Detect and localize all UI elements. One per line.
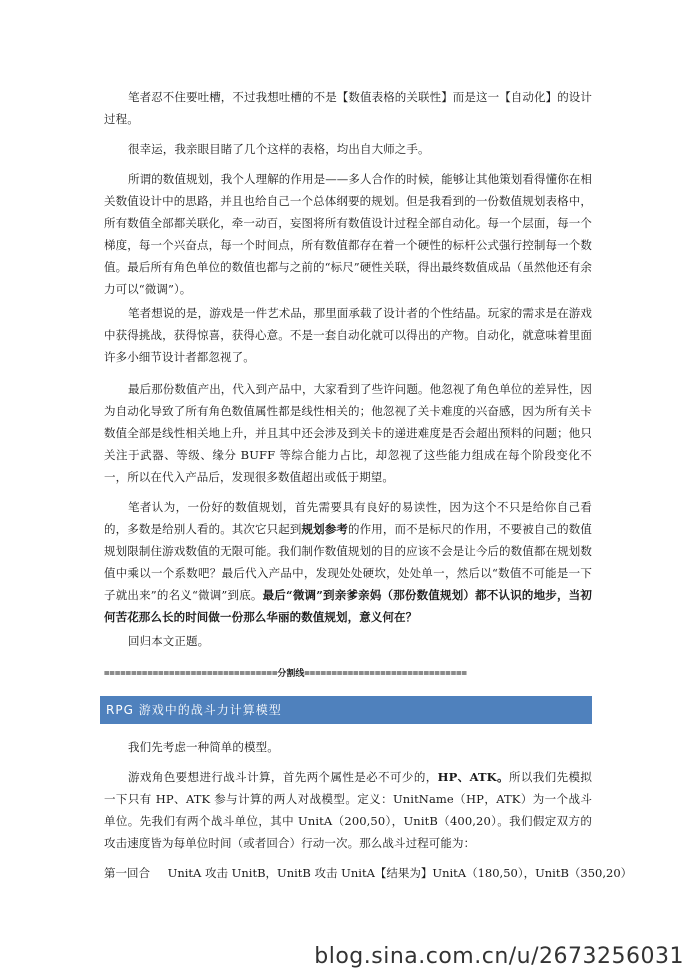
good-planning-text-b: 的作用，而不是标尺的作用，不要被自己的数值规划限制住游戏数值的无限可能。我们制作数值规划的目的应该不会是让今后的数值都在规划数值中乘以一个系数吧？最后代入产品中，发现处处硬坎，处处单一，然后以“数值不可能是一下子就出来”的名义“微调”到底。 <box>104 522 592 602</box>
round-one-text: UnitA 攻击 UnitB，UnitB 攻击 UnitA【结果为】UnitA（180,50），UnitB（350,20） <box>167 866 633 880</box>
section-title-banner: RPG 游戏中的战斗力计算模型 <box>100 696 592 724</box>
paragraph-lucky: 很幸运，我亲眼目睹了几个这样的表格，均出自大师之手。 <box>128 142 430 156</box>
section-divider: ================================分割线============================== <box>104 669 467 679</box>
good-planning-text-a: 笔者认为，一份好的数值规划，首先需要具有良好的易读性，因为这个不只是给你自己看的，多数是给别人看的。其次它只起到 <box>104 500 592 536</box>
paragraph-battle-model <box>104 766 592 854</box>
paragraph-rant-intro: 笔者忍不住要吐槽，不过我想吐槽的不是【数值表格的关联性】而是这一【自动化】的设计过程。 <box>104 90 592 126</box>
round-one-line <box>104 862 633 884</box>
paragraph-numeric-planning: 所谓的数值规划，我个人理解的作用是——多人合作的时候，能够让其他策划看得懂你在相关数值设计中的思路，并且也给自己一个总体纲要的规划。但是我看到的一份数值规划表格中，所有数值全部都关联化，牵一动百，妄图将所有数值设计过程全部自动化。每一个层面，每一个梯度，每一个兴奋点，每一个时间点，所有数值都存在着一个硬性的标杆公式强行控制每一个数值。最后所有角色单位的数值也都与之前的“标尺”硬性关联，得出最终数值成品（虽然他还有余力可以“微调”）。 <box>104 172 592 296</box>
paragraph-output-problems: 最后那份数值产出，代入到产品中，大家看到了些许问题。他忽视了角色单位的差异性，因为自动化导致了所有角色数值属性都是线性相关的；他忽视了关卡难度的兴奋感，因为所有关卡数值全部是线性相关地上升，并且其中还会涉及到关卡的递进难度是否会超出预料的问题；他只关注于武器、等级、缘分 BUFF 等综合能力占比，却忽视了这些能力组成在每个阶段变化不一，所以在代入产品后，发现很多数值超出或低于期望。 <box>104 382 592 484</box>
paragraph-game-art: 笔者想说的是，游戏是一件艺术品，那里面承载了设计者的个性结晶。玩家的需求是在游戏中获得挑战，获得惊喜，获得心意。不是一套自动化就可以得出的产物。自动化，就意味着里面许多小细节设计者都忽视了。 <box>104 306 592 364</box>
good-planning-bold-conclusion: 最后“微调”到亲爹亲妈（那份数值规划）都不认识的地步，当初何苦花那么长的时间做一份那么华丽的数值规划，意义何在？ <box>104 588 592 624</box>
battle-model-bold-attrs: HP、ATK。 <box>437 770 509 784</box>
watermark-url: blog.sina.com.cn/u/2673256031 <box>314 944 684 969</box>
paragraph-simple-model: 我们先考虑一种简单的模型。 <box>128 740 279 754</box>
good-planning-bold-reference: 规划参考 <box>301 522 349 536</box>
battle-model-text-a: 游戏角色要想进行战斗计算，首先两个属性是必不可少的， <box>128 770 438 784</box>
paragraph-return-topic: 回归本文正题。 <box>128 634 210 648</box>
paragraph-good-planning <box>104 496 592 628</box>
round-one-label: 第一回合 <box>104 866 150 880</box>
battle-model-text-b: 所以我们先模拟一下只有 HP、ATK 参与计算的两人对战模型。定义：UnitName（HP，ATK）为一个战斗单位。先我们有两个战斗单位，其中 UnitA（200,50），UnitB（400,20）。我们假定双方的攻击速度皆为每单位时间（或者回合）行动一次。那么战斗过程可能为： <box>104 770 592 850</box>
